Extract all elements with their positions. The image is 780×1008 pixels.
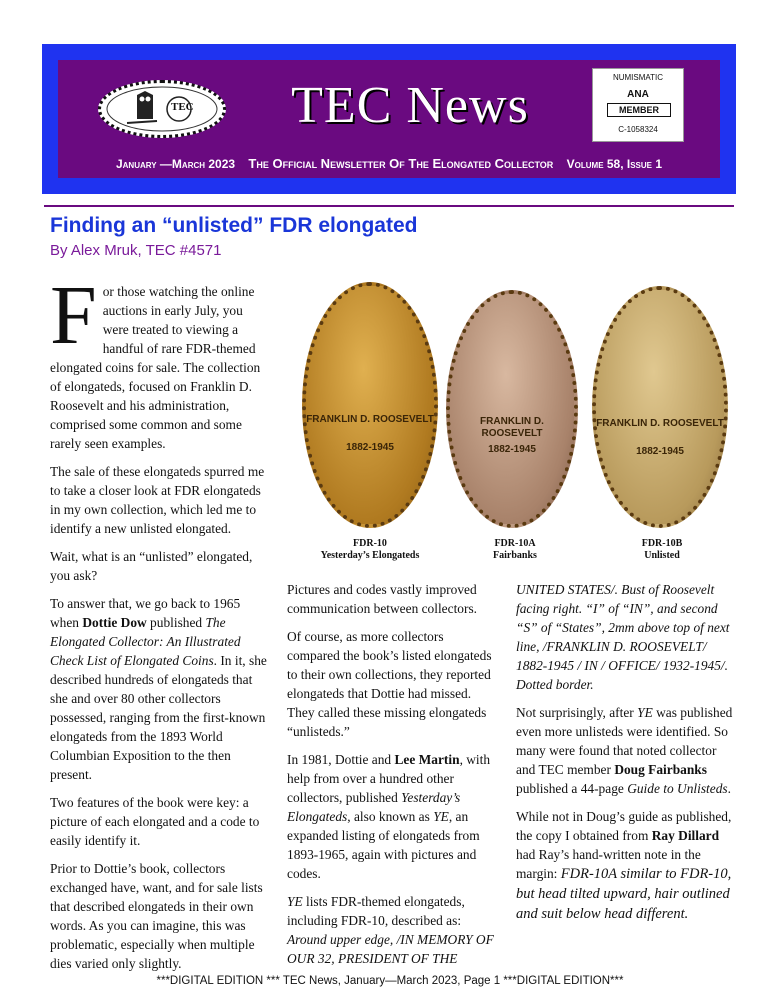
- paragraph: Prior to Dottie’s book, collectors exchanged have, want, and for sale lists that described elongateds in their own words. As you can imagine, this was problematic, especially when multiple dies varied only slightly.: [50, 861, 263, 971]
- person-name: Dottie Dow: [82, 615, 147, 630]
- coin-inscription: FRANKLIN D. ROOSEVELT: [480, 416, 544, 439]
- coin-caption: [450, 538, 580, 562]
- paragraph-text: lists FDR-themed elongateds, including FDR-10, described as:: [287, 894, 465, 928]
- paragraph: Pictures and codes vastly improved communication between collectors.: [287, 582, 478, 616]
- coin-image: [446, 290, 578, 528]
- coin-caption: [305, 538, 435, 562]
- paragraph-text: While not in Doug’s guide as published, the copy I obtained from: [516, 809, 732, 843]
- paragraph-text: published a 44-page: [516, 781, 628, 796]
- book-abbrev: YE: [433, 809, 449, 824]
- paragraph-text: , an expanded listing of elongateds from 1893-1965, again with pictures and codes.: [287, 809, 480, 881]
- paragraph-text: had Ray’s hand-written note in the margin:: [516, 847, 701, 881]
- quoted-description: Around upper edge, /IN MEMORY OF OUR 32, PRESIDENT OF THE: [287, 932, 494, 966]
- book-title: Guide to Unlisteds: [627, 781, 728, 796]
- paragraph-text: To answer that, we go back to 1965 when: [50, 596, 241, 630]
- paragraph-text: published: [146, 615, 206, 630]
- paragraph: [50, 594, 272, 784]
- paragraph: [50, 269, 272, 453]
- coin-dates: 1882-1945: [488, 444, 536, 455]
- book-title: Yesterday’s Elongateds: [287, 790, 461, 824]
- ana-numismatic-label: NUMISMATIC: [612, 73, 664, 82]
- page-footer: ***DIGITAL EDITION *** TEC News, January—March 2023, Page 1 ***DIGITAL EDITION***: [156, 975, 624, 987]
- paragraph-text: was published even more unlisteds were identified. So many were found that noted collector and TEC member: [516, 705, 733, 777]
- ana-member-badge: [592, 68, 684, 142]
- book-abbrev: YE: [287, 894, 303, 909]
- paragraph: Of course, as more collectors compared the book’s listed elongateds to their own collections, they reported elongateds that Dottie had missed. They called these missing elongateds “unlisteds.”: [287, 629, 492, 739]
- paragraph: [287, 892, 499, 968]
- coin-caption: [597, 538, 727, 562]
- paragraph: [516, 580, 734, 694]
- paragraph-text: In 1981, Dottie and: [287, 752, 395, 767]
- paragraph-text: .: [727, 781, 731, 796]
- coin-code: FDR-10: [353, 538, 387, 549]
- volume-issue: Volume 58, Issue 1: [566, 157, 663, 171]
- drop-cap: F: [50, 269, 97, 362]
- section-divider: [44, 205, 734, 207]
- coin-source: Unlisted: [644, 550, 680, 561]
- issue-date-range: January —March 2023: [115, 157, 236, 171]
- article-byline: By Alex Mruk, TEC #4571: [50, 242, 222, 259]
- coin-dates: 1882-1945: [346, 442, 394, 453]
- article-column-2: [287, 580, 499, 977]
- person-name: Doug Fairbanks: [614, 762, 707, 777]
- coin-image: [592, 286, 728, 528]
- paragraph: The sale of these elongateds spurred me to take a closer look at FDR elongateds in my own collection, which led me to identify a new unlisted elongated.: [50, 464, 265, 536]
- coin-dates: 1882-1945: [636, 446, 684, 457]
- owl-icon: [101, 83, 223, 135]
- quoted-description: UNITED STATES/. Bust of Roosevelt facing right. “I” of “IN”, and second “S” of “States”, 2mm above top of next line, /FRANKLIN D. ROOSEVELT/ 1882-1945 / IN / OFFICE/ 1932-1945/. Dotted border.: [516, 582, 730, 692]
- ana-member-label: MEMBER: [607, 103, 671, 117]
- ana-member-id: C-1058324: [618, 125, 658, 134]
- book-abbrev: YE: [637, 705, 653, 720]
- coin-code: FDR-10B: [641, 538, 683, 549]
- paragraph: Two features of the book were key: a picture of each elongated and a code to easily identify it.: [50, 795, 260, 848]
- paragraph-text: , with help from over a hundred other collectors, published: [287, 752, 491, 805]
- coin-inscription: FRANKLIN D. ROOSEVELT: [596, 418, 724, 429]
- masthead-subtitle: [58, 156, 720, 171]
- tec-owl-logo: [98, 80, 226, 138]
- paragraph-text: . In it, she described hundreds of elongateds that she and over 80 other collectors possessed, ranging from the first-known elongateds from the 1893 World Columbian Exposition to the then present.: [50, 653, 267, 782]
- paragraph-text: or those watching the online auctions in early July, you were treated to viewing a handful of rare FDR-themed elongated coins for sale. The collection of elongateds, focused on Franklin D. Roosevelt and his administration, comprised some common and some rarely seen examples.: [50, 284, 261, 451]
- paragraph: Wait, what is an “unlisted” elongated, you ask?: [50, 549, 253, 583]
- paragraph: [287, 750, 499, 883]
- paragraph: [516, 703, 734, 798]
- paragraph: [516, 807, 734, 924]
- article-column-3: [516, 580, 734, 933]
- coin-source: Yesterday’s Elongateds: [320, 550, 420, 561]
- paragraph-text: , also known as: [347, 809, 434, 824]
- ana-org-label: ANA: [627, 89, 649, 100]
- newsletter-title: TEC News: [291, 77, 529, 134]
- newsletter-tagline: The Official Newsletter Of The Elongated Collector: [248, 156, 554, 171]
- person-name: Ray Dillard: [651, 828, 720, 843]
- coin-source: Fairbanks: [493, 550, 537, 561]
- article-column-1: [50, 269, 272, 982]
- paragraph-text: Not surprisingly, after: [516, 705, 638, 720]
- article-headline: Finding an “unlisted” FDR elongated: [50, 214, 418, 237]
- coin-photo-group: [300, 282, 732, 562]
- coin-image: [302, 282, 438, 528]
- person-name: Lee Martin: [394, 752, 460, 767]
- book-title: The Elongated Collector: An Illustrated Check List of Elongated Coins: [50, 615, 241, 668]
- coin-inscription: FRANKLIN D. ROOSEVELT: [306, 414, 434, 425]
- coin-code: FDR-10A: [494, 538, 536, 549]
- tec-logo-text: TEC: [171, 101, 194, 113]
- handwritten-note: FDR-10A similar to FDR-10, but head tilted upward, hair outlined and suit below head different.: [516, 866, 732, 922]
